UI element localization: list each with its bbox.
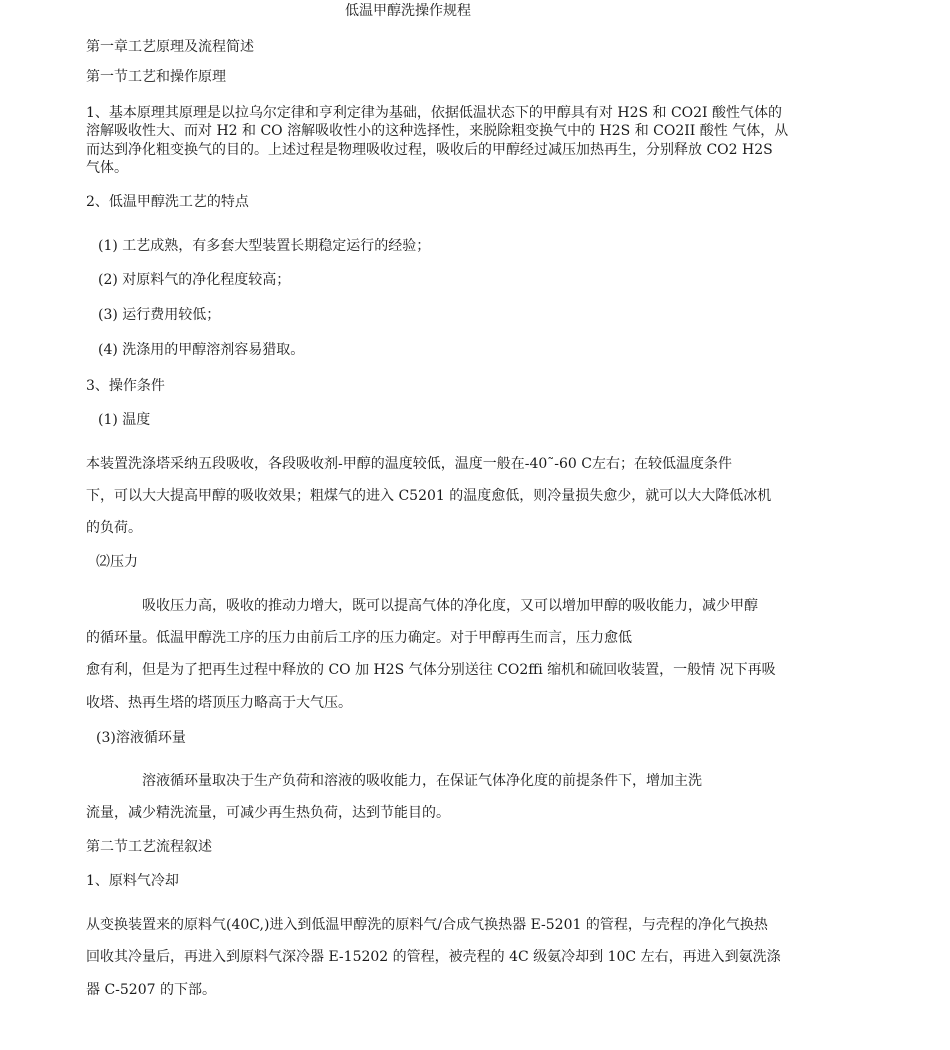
paragraph-line: 的循环量。低温甲醇洗工序的压力由前后工序的压力确定。对于甲醇再生而言，压力愈低: [86, 630, 632, 646]
list-item: (3) 运行费用较低；: [98, 307, 221, 323]
paragraph-line: 器 C-5207 的下部。: [86, 982, 216, 998]
paragraph-line: 的负荷。: [86, 520, 142, 536]
subheading: 1、原料气冷却: [86, 873, 179, 889]
list-item: (2) 对原料气的净化程度较高；: [98, 272, 291, 288]
section-heading: 第一节工艺和操作原理: [86, 69, 226, 85]
subheading: 3、操作条件: [86, 378, 165, 394]
paragraph-line: 收塔、热再生塔的塔顶压力略高于大气压。: [86, 695, 352, 711]
document-title: 低温甲醇洗操作规程: [345, 3, 471, 19]
section-heading: 第二节工艺流程叙述: [86, 839, 212, 855]
paragraph-line: 溶解吸收性大、而对 H2 和 CO 溶解吸收性小的这种选择性，来脱除粗变换气中的 H2S 和 CO2II 酸性 气体，从: [86, 123, 789, 139]
paragraph-line: 而达到净化粗变换气的目的。上述过程是物理吸收过程，吸收后的甲醇经过减压加热再生，分别释放 CO2 H2S: [86, 142, 773, 158]
subheading: (1) 温度: [98, 412, 151, 428]
paragraph-line: 1、基本原理其原理是以拉乌尔定律和亨利定律为基础，依据低温状态下的甲醇具有对 H2S 和 CO2I 酸性气体的: [86, 105, 783, 121]
paragraph-line: 回收其冷量后，再进入到原料气深冷器 E-15202 的管程，被壳程的 4C 级氨冷却到 10C 左右，再进入到氨洗涤: [86, 949, 781, 965]
paragraph-line: 从变换装置来的原料气(40C,)进入到低温甲醇洗的原料气/合成气换热器 E-5201 的管程，与壳程的净化气换热: [86, 917, 768, 933]
list-item: (1) 工艺成熟，有多套大型装置长期稳定运行的经验；: [98, 238, 431, 254]
subheading: (3)溶液循环量: [96, 730, 186, 746]
paragraph-line: 本装置洗涤塔采纳五段吸收，各段吸收剂-甲醇的温度较低，温度一般在-40˜-60 C左右；在较低温度条件: [86, 456, 732, 472]
paragraph-line: 气体。: [86, 160, 128, 176]
chapter-heading: 第一章工艺原理及流程简述: [86, 39, 254, 55]
paragraph-line: 下，可以大大提高甲醇的吸收效果；粗煤气的进入 C5201 的温度愈低，则冷量损失愈少，就可以大大降低冰机: [86, 488, 772, 504]
subheading: 2、低温甲醇洗工艺的特点: [86, 194, 249, 210]
paragraph-line: 吸收压力高，吸收的推动力增大，既可以提高气体的净化度，又可以增加甲醇的吸收能力，减少甲醇: [142, 598, 758, 614]
subheading: ⑵压力: [96, 554, 138, 570]
list-item: (4) 洗涤用的甲醇溶剂容易猎取。: [98, 342, 305, 358]
paragraph-line: 流量，减少精洗流量，可减少再生热负荷，达到节能目的。: [86, 805, 450, 821]
paragraph-line: 溶液循环量取决于生产负荷和溶液的吸收能力，在保证气体净化度的前提条件下，增加主洗: [142, 773, 702, 789]
paragraph-line: 愈有利，但是为了把再生过程中释放的 CO 加 H2S 气体分别送往 CO2ffi 缩机和硫回收装置，一般情 况下再吸: [86, 662, 776, 678]
